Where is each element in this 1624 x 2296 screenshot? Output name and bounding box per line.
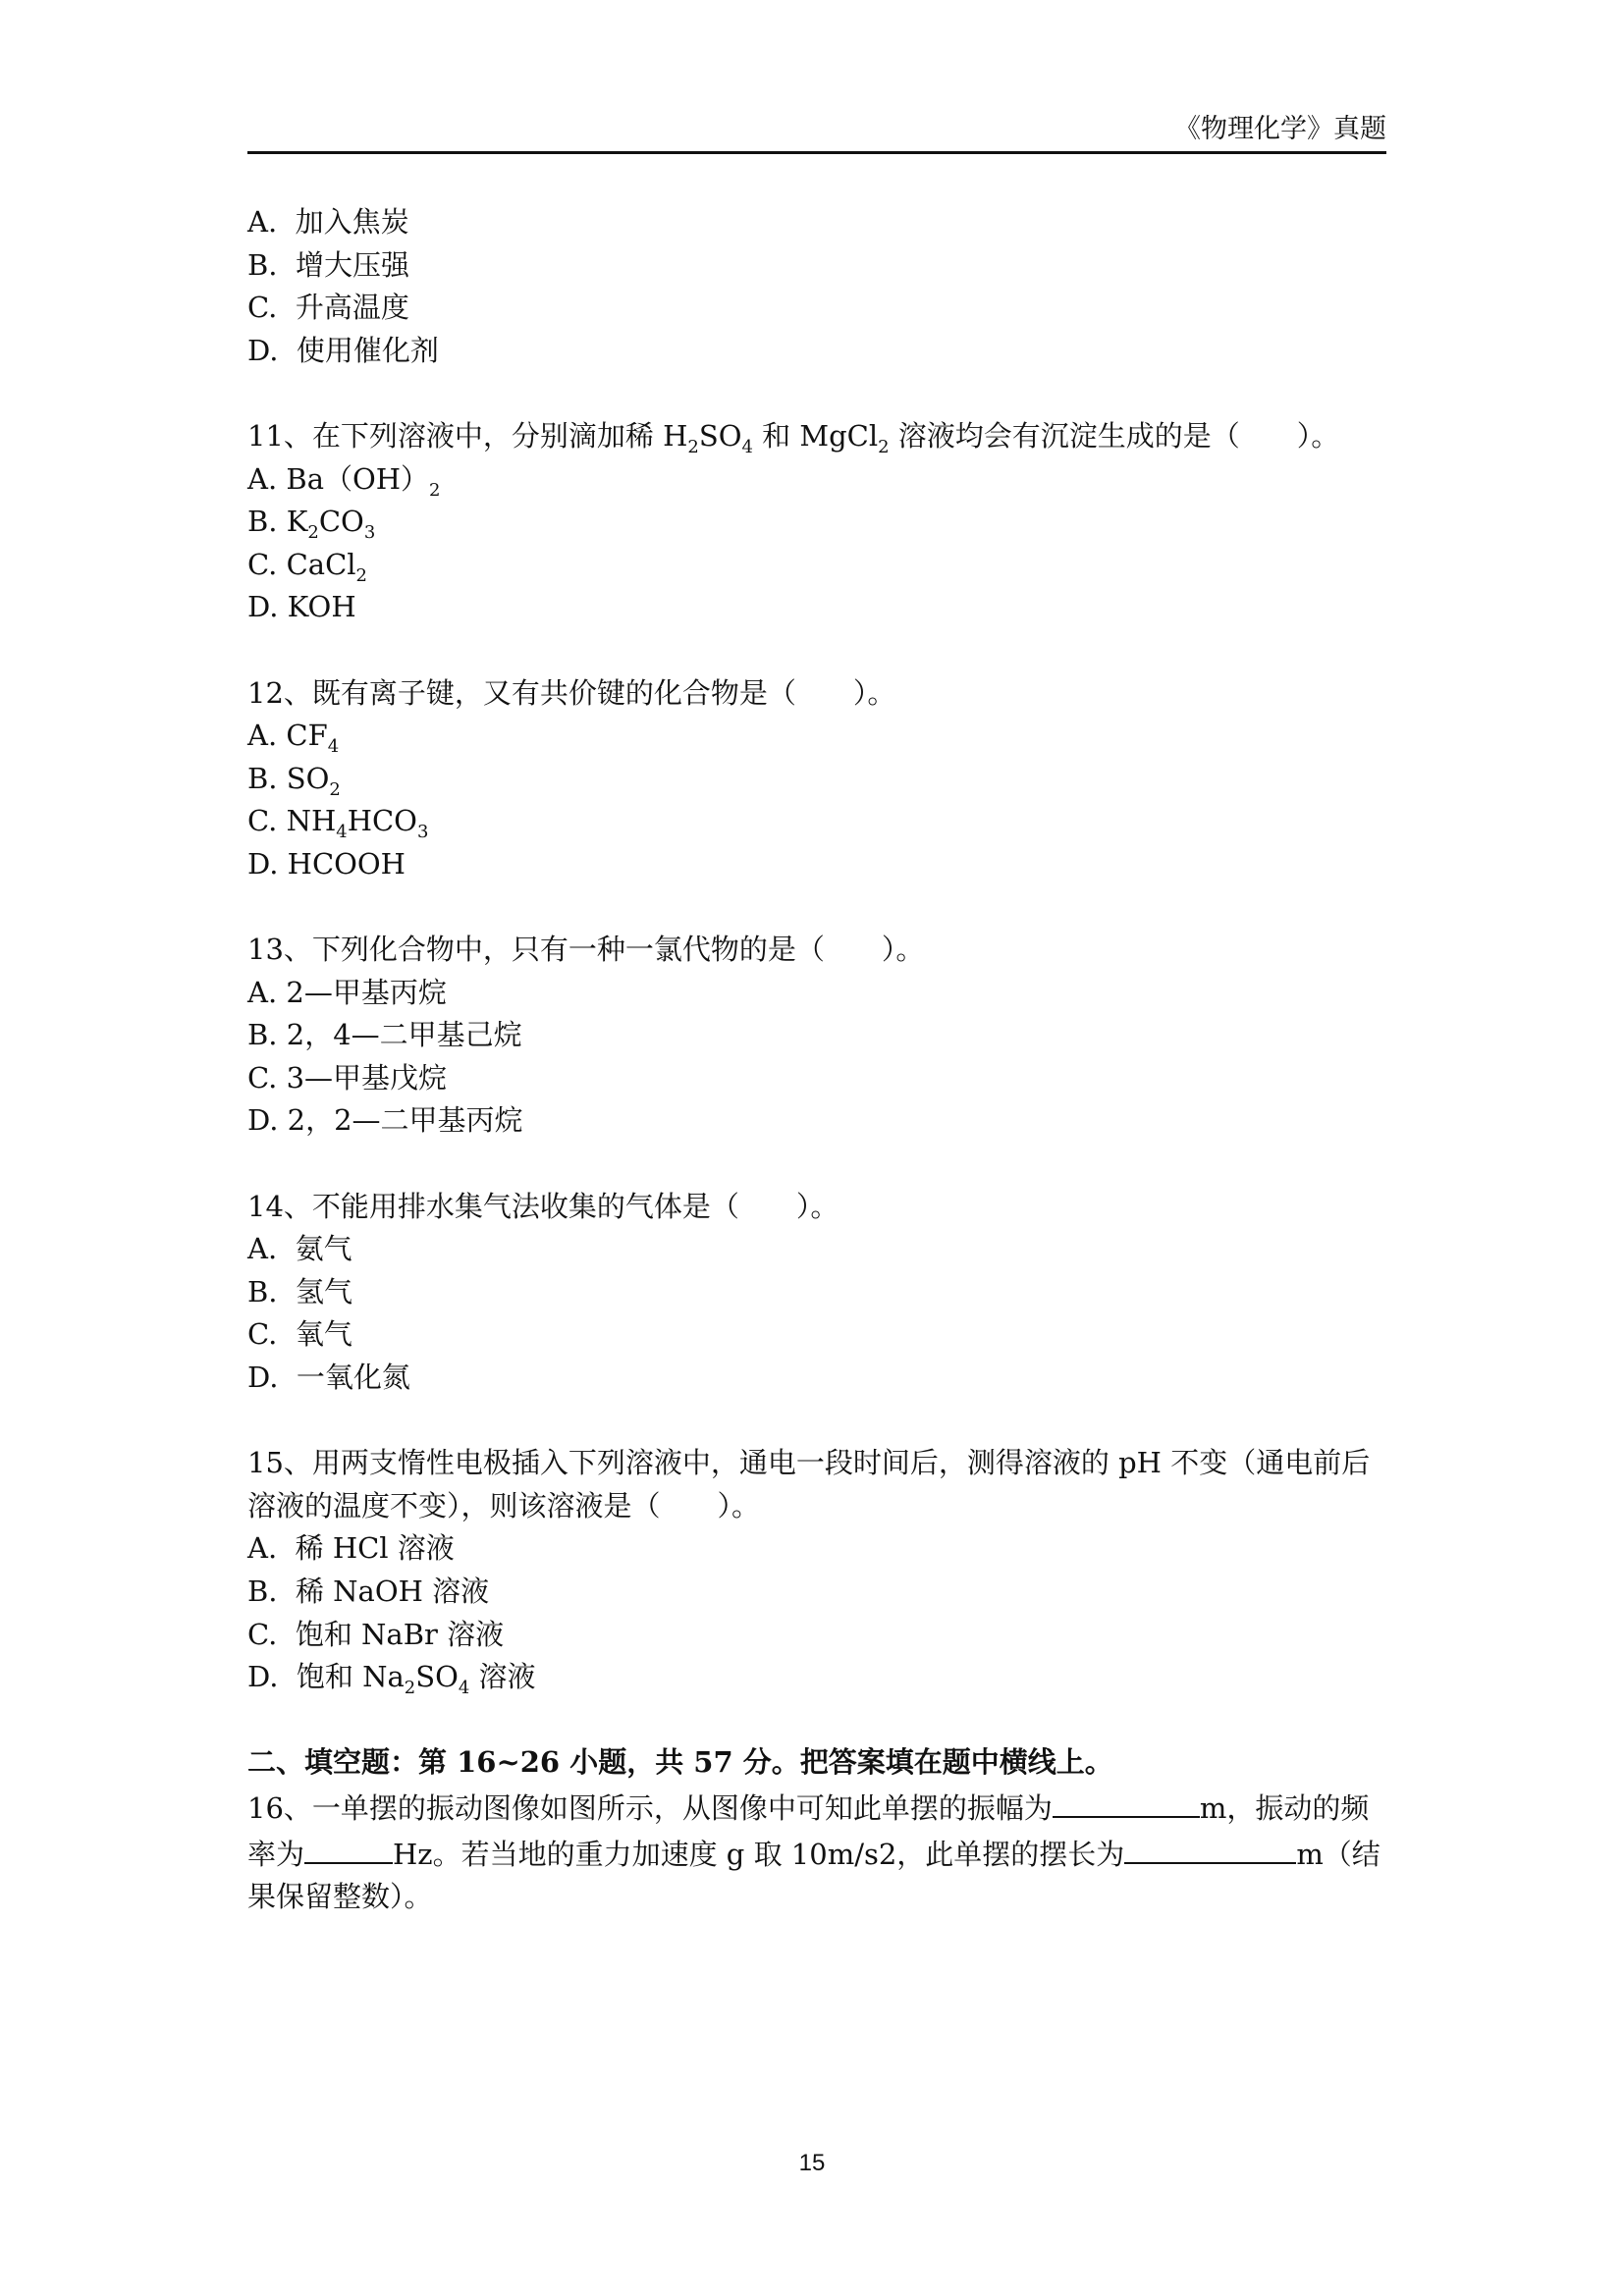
q14-stem: 14、不能用排水集气法收集的气体是（ ）。 — [247, 1189, 839, 1223]
q12-option-d: D. HCOOH — [247, 846, 406, 881]
q16-blank-frequency[interactable] — [304, 1831, 393, 1864]
q14-option-c: C. 氧气 — [247, 1317, 352, 1352]
page-number: 15 — [798, 2150, 826, 2176]
q12-option-b: B. $SO_2$ — [247, 761, 341, 800]
q11-option-c: C. CaCl$_2$ — [247, 547, 367, 586]
q16-stem: 16、一单摆的振动图像如图所示，从图像中可知此单摆的振幅为 m，振动的频率为 Hz。若当地的重力加速度 g 取 10m/s2，此单摆的摆长为 m（结果保留整数）。 — [247, 1785, 1386, 1919]
q15-stem: 15、用两支惰性电极插入下列溶液中，通电一段时间后，测得溶液的 pH 不变（通电前后溶液的温度不变），则该溶液是（ ）。 — [247, 1446, 1371, 1522]
q14-option-d: D. 一氧化氮 — [247, 1361, 410, 1395]
q13-option-b: B. 2，4—二甲基己烷 — [247, 1018, 522, 1052]
q10-option-b: B. 增大压强 — [247, 247, 409, 282]
q16-blank-amplitude[interactable] — [1053, 1785, 1200, 1818]
header-title: 《物理化学》真题 — [1174, 114, 1386, 144]
q15-option-d: D. 饱和 $Na_2SO_4$ 溶液 — [247, 1660, 536, 1698]
section-2-heading: 二、填空题：第 16~26 小题，共 57 分。把答案填在题中横线上。 — [247, 1745, 1113, 1780]
q14-option-b: B. 氢气 — [247, 1274, 352, 1308]
q13-option-c: C. 3—甲基戊烷 — [247, 1060, 448, 1095]
q13-stem: 13、下列化合物中，只有一种一氯代物的是（ ）。 — [247, 933, 925, 967]
q14-option-a: A. 氨气 — [247, 1232, 352, 1266]
q15-option-b: B. 稀 NaOH 溶液 — [247, 1575, 490, 1608]
page-content — [247, 201, 1386, 1919]
q10-option-a: A. 加入焦炭 — [247, 205, 409, 239]
q15-option-a: A. 稀 HCl 溶液 — [247, 1531, 455, 1566]
q13-option-a: A. 2—甲基丙烷 — [247, 975, 447, 1009]
q12-stem: 12、既有离子键，又有共价键的化合物是（ ）。 — [247, 675, 896, 710]
q10-option-c: C. 升高温度 — [247, 291, 409, 325]
q12-option-c: C. $NH_4HCO_3$ — [247, 804, 429, 843]
q16-blank-length[interactable] — [1124, 1831, 1296, 1864]
q11-option-b: B. $K_2CO_3$ — [247, 505, 376, 543]
q10-option-d: D. 使用催化剂 — [247, 333, 439, 367]
q11-option-a: A. $Ba(OH)_2$ — [247, 461, 441, 501]
q13-option-d: D. 2，2—二甲基丙烷 — [247, 1103, 523, 1138]
q11-option-d: D. KOH — [247, 590, 356, 624]
q12-option-a: A. $CF_4$ — [247, 719, 340, 757]
header-rule — [247, 151, 1386, 154]
q11-stem: 11、在下列溶液中，分别滴加稀 $H_2SO_4$ 和 MgCl$_2$ 溶液均会有沉淀生成的是（ ）。 — [247, 418, 1340, 457]
q15-option-c: C. 饱和 NaBr 溶液 — [247, 1617, 505, 1651]
